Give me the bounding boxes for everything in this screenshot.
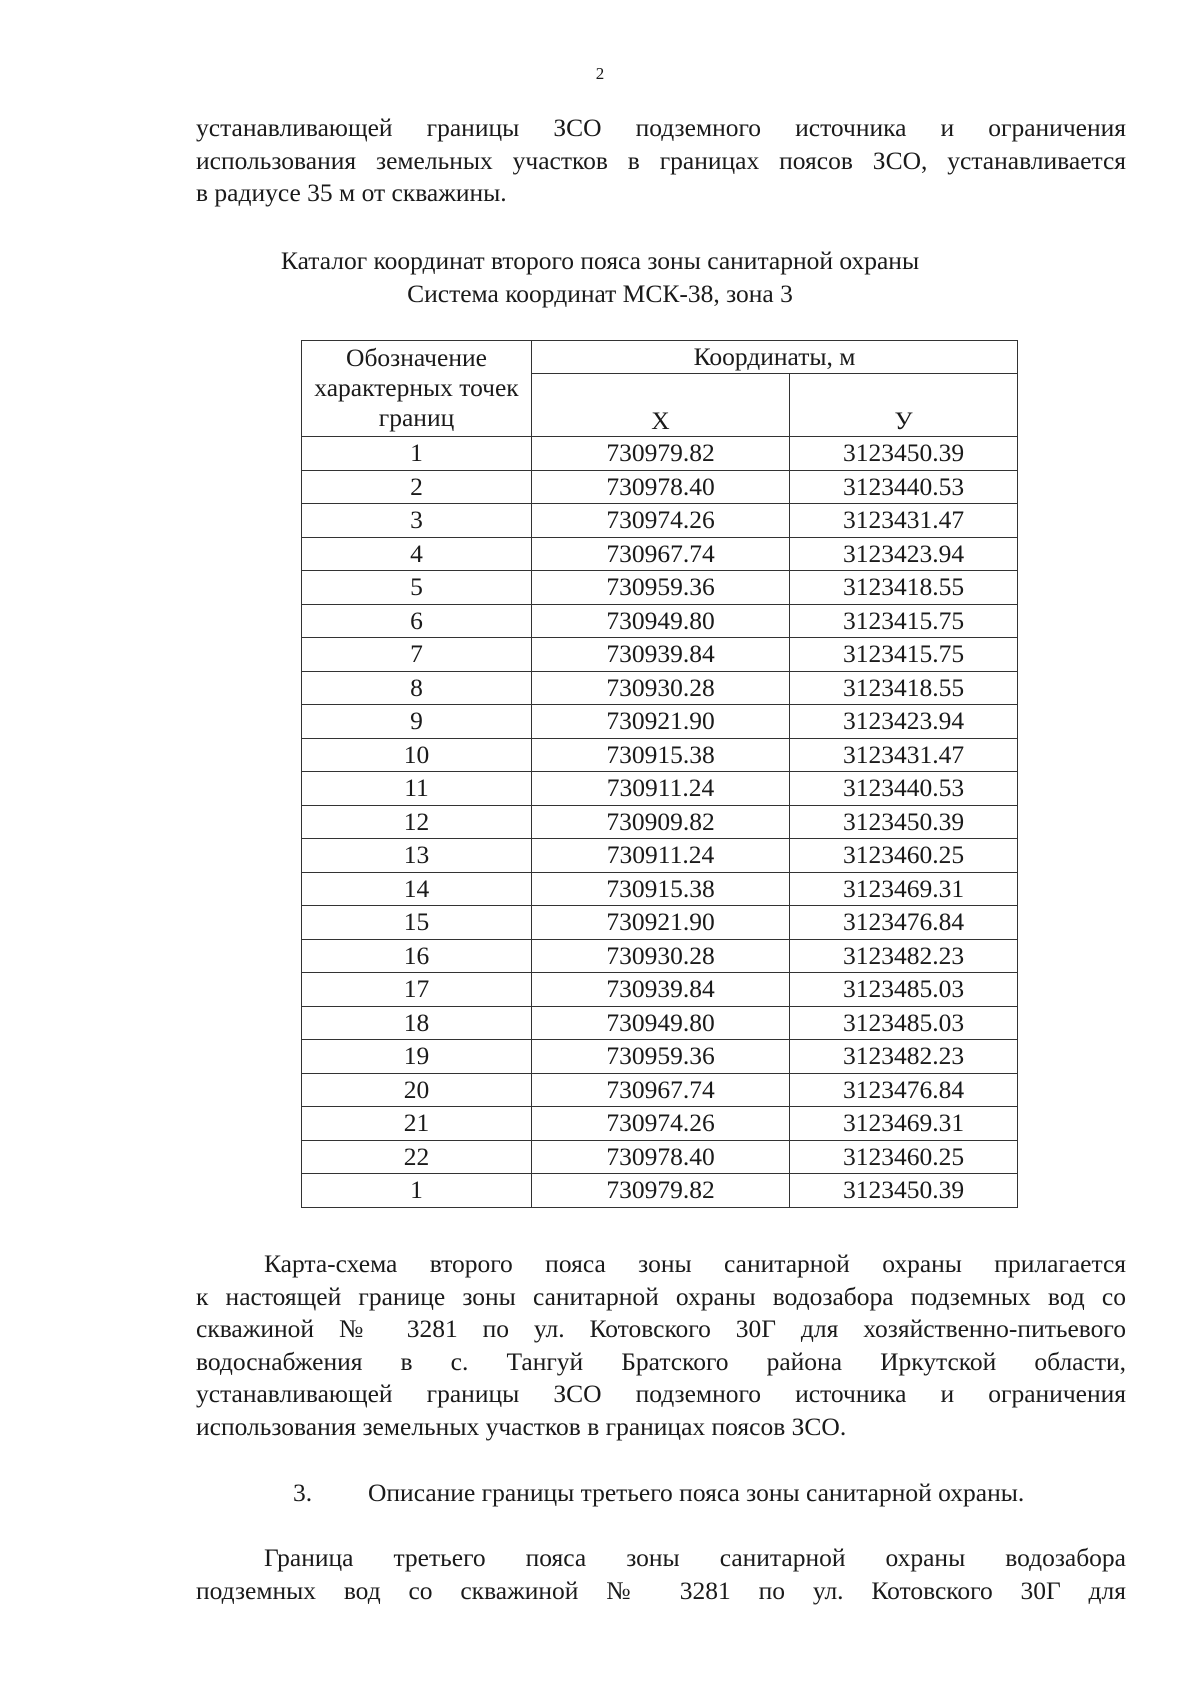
x-coordinate-cell: 730911.24 — [532, 772, 790, 806]
point-number-cell: 18 — [302, 1006, 532, 1040]
coordinates-table — [301, 340, 1018, 1208]
y-coordinate-cell: 3123440.53 — [790, 470, 1018, 504]
y-coordinate-cell: 3123485.03 — [790, 1006, 1018, 1040]
x-coordinate-cell: 730939.84 — [532, 973, 790, 1007]
x-coordinate-cell: 730949.80 — [532, 604, 790, 638]
table-row — [302, 571, 1018, 605]
table-row — [302, 638, 1018, 672]
caption-title: Каталог координат второго пояса зоны санитарной охраны — [280, 246, 920, 275]
point-number-cell: 6 — [302, 604, 532, 638]
table-row — [302, 772, 1018, 806]
table-row — [302, 872, 1018, 906]
table-body — [302, 437, 1018, 1208]
table-row — [302, 1073, 1018, 1107]
x-coordinate-cell: 730959.36 — [532, 571, 790, 605]
paragraph-line: устанавливающей границы ЗСО подземного источника и ограничения — [196, 1379, 1126, 1408]
point-number-cell: 12 — [302, 805, 532, 839]
y-coordinate-cell: 3123423.94 — [790, 705, 1018, 739]
point-number-cell: 8 — [302, 671, 532, 705]
table-row — [302, 504, 1018, 538]
table-row — [302, 604, 1018, 638]
table-row — [302, 1174, 1018, 1208]
y-coordinate-cell: 3123485.03 — [790, 973, 1018, 1007]
section-number: 3. — [293, 1478, 313, 1507]
x-coordinate-cell: 730921.90 — [532, 705, 790, 739]
table-row — [302, 805, 1018, 839]
point-number-cell: 19 — [302, 1040, 532, 1074]
section-title: Описание границы третьего пояса зоны санитарной охраны. — [368, 1478, 1025, 1507]
header-coordinates: Координаты, м — [532, 341, 1018, 374]
paragraph-line: водоснабжения в с. Тангуй Братского района Иркутской области, — [196, 1346, 1126, 1376]
y-coordinate-cell: 3123450.39 — [790, 437, 1018, 471]
x-coordinate-cell: 730939.84 — [532, 638, 790, 672]
point-number-cell: 16 — [302, 939, 532, 973]
caption-coordinate-system: Система координат МСК-38, зона 3 — [407, 279, 793, 308]
table-row — [302, 973, 1018, 1007]
point-number-cell: 17 — [302, 973, 532, 1007]
paragraph-line: подземных вод со скважиной № 3281 по ул. Котовского 30Г для — [196, 1575, 1126, 1605]
y-coordinate-cell: 3123450.39 — [790, 805, 1018, 839]
table-row — [302, 1140, 1018, 1174]
y-coordinate-cell: 3123431.47 — [790, 504, 1018, 538]
paragraph-line: к настоящей границе зоны санитарной охраны водозабора подземных вод со — [196, 1281, 1126, 1311]
table-row — [302, 1107, 1018, 1141]
y-coordinate-cell: 3123476.84 — [790, 906, 1018, 940]
header-x: X — [532, 374, 790, 437]
x-coordinate-cell: 730915.38 — [532, 872, 790, 906]
x-coordinate-cell: 730979.82 — [532, 1174, 790, 1208]
y-coordinate-cell: 3123482.23 — [790, 1040, 1018, 1074]
point-number-cell: 22 — [302, 1140, 532, 1174]
table-row — [302, 437, 1018, 471]
point-number-cell: 11 — [302, 772, 532, 806]
paragraph-line: в радиусе 35 м от скважины. — [196, 178, 507, 207]
paragraph-line: использования земельных участков в границах поясов ЗСО. — [196, 1411, 847, 1441]
y-coordinate-cell: 3123460.25 — [790, 1140, 1018, 1174]
point-number-cell: 5 — [302, 571, 532, 605]
table-row — [302, 470, 1018, 504]
point-number-cell: 3 — [302, 504, 532, 538]
y-coordinate-cell: 3123460.25 — [790, 839, 1018, 873]
page-number: 2 — [595, 64, 605, 83]
x-coordinate-cell: 730949.80 — [532, 1006, 790, 1040]
x-coordinate-cell: 730974.26 — [532, 504, 790, 538]
y-coordinate-cell: 3123423.94 — [790, 537, 1018, 571]
x-coordinate-cell: 730911.24 — [532, 839, 790, 873]
x-coordinate-cell: 730974.26 — [532, 1107, 790, 1141]
table-row — [302, 705, 1018, 739]
x-coordinate-cell: 730930.28 — [532, 671, 790, 705]
table-row — [302, 738, 1018, 772]
paragraph-line: скважиной № 3281 по ул. Котовского 30Г для хозяйственно-питьевого — [196, 1314, 1126, 1343]
point-number-cell: 4 — [302, 537, 532, 571]
y-coordinate-cell: 3123415.75 — [790, 638, 1018, 672]
y-coordinate-cell: 3123431.47 — [790, 738, 1018, 772]
point-number-cell: 13 — [302, 839, 532, 873]
paragraph-line: Карта-схема второго пояса зоны санитарной охраны прилагается — [264, 1249, 1126, 1278]
table-row — [302, 939, 1018, 973]
paragraph-line: использования земельных участков в границах поясов ЗСО, устанавливается — [196, 145, 1126, 175]
table-row — [302, 671, 1018, 705]
x-coordinate-cell: 730967.74 — [532, 537, 790, 571]
point-number-cell: 10 — [302, 738, 532, 772]
x-coordinate-cell: 730930.28 — [532, 939, 790, 973]
header-y: У — [790, 374, 1018, 437]
third-zone-paragraph — [196, 1542, 1126, 1607]
y-coordinate-cell: 3123469.31 — [790, 872, 1018, 906]
point-number-cell: 7 — [302, 638, 532, 672]
x-coordinate-cell: 730978.40 — [532, 470, 790, 504]
point-number-cell: 2 — [302, 470, 532, 504]
header-point-designation: Обозначение характерных точек границ — [302, 341, 532, 437]
point-number-cell: 20 — [302, 1073, 532, 1107]
intro-paragraph — [196, 112, 1126, 210]
map-scheme-paragraph — [196, 1248, 1126, 1443]
y-coordinate-cell: 3123440.53 — [790, 772, 1018, 806]
paragraph-line: Граница третьего пояса зоны санитарной охраны водозабора — [264, 1543, 1126, 1572]
point-number-cell: 1 — [302, 1174, 532, 1208]
y-coordinate-cell: 3123418.55 — [790, 671, 1018, 705]
point-number-cell: 1 — [302, 437, 532, 471]
point-number-cell: 14 — [302, 872, 532, 906]
point-number-cell: 15 — [302, 906, 532, 940]
x-coordinate-cell: 730959.36 — [532, 1040, 790, 1074]
table-caption — [0, 244, 1200, 310]
table-row — [302, 537, 1018, 571]
x-coordinate-cell: 730921.90 — [532, 906, 790, 940]
table-row — [302, 839, 1018, 873]
y-coordinate-cell: 3123476.84 — [790, 1073, 1018, 1107]
point-number-cell: 21 — [302, 1107, 532, 1141]
x-coordinate-cell: 730909.82 — [532, 805, 790, 839]
x-coordinate-cell: 730967.74 — [532, 1073, 790, 1107]
y-coordinate-cell: 3123418.55 — [790, 571, 1018, 605]
y-coordinate-cell: 3123415.75 — [790, 604, 1018, 638]
x-coordinate-cell: 730915.38 — [532, 738, 790, 772]
table-row — [302, 1006, 1018, 1040]
y-coordinate-cell: 3123482.23 — [790, 939, 1018, 973]
paragraph-line: устанавливающей границы ЗСО подземного источника и ограничения — [196, 113, 1126, 142]
table-row — [302, 1040, 1018, 1074]
x-coordinate-cell: 730978.40 — [532, 1140, 790, 1174]
x-coordinate-cell: 730979.82 — [532, 437, 790, 471]
table-row — [302, 906, 1018, 940]
y-coordinate-cell: 3123450.39 — [790, 1174, 1018, 1208]
y-coordinate-cell: 3123469.31 — [790, 1107, 1018, 1141]
point-number-cell: 9 — [302, 705, 532, 739]
